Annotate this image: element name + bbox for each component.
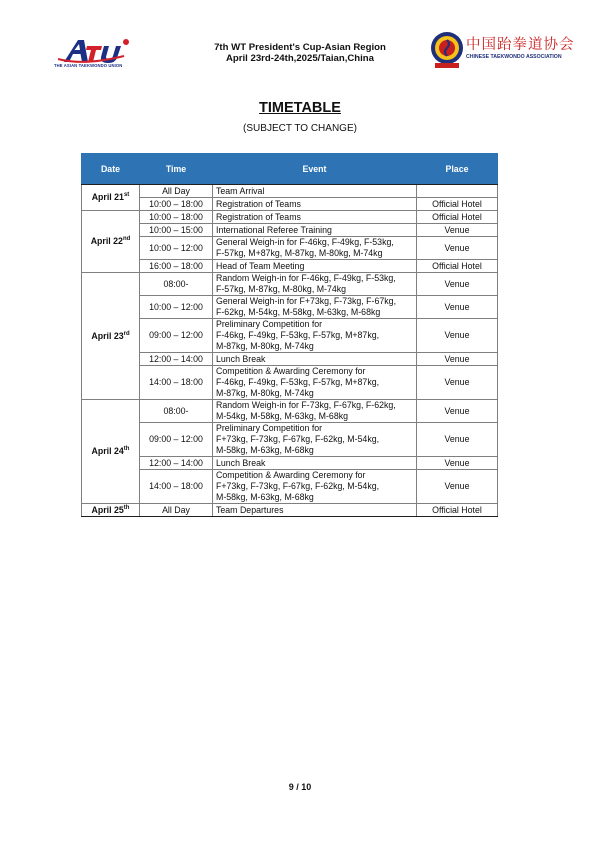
event-cell (213, 185, 417, 198)
event-cell (213, 260, 417, 273)
event-line: Competition & Awarding Ceremony for (216, 470, 366, 480)
place-cell: Venue (417, 296, 498, 319)
event-date-location: April 23rd-24th,2025/Taian,China (225, 53, 375, 64)
time-cell: 10:00 – 12:00 (140, 237, 213, 260)
table-row (82, 224, 498, 237)
cta-logo-cn: 中国跆拳道协会 (466, 37, 575, 53)
cta-logo (430, 30, 575, 72)
event-heading (172, 42, 428, 64)
day-date: April 24 (91, 446, 124, 456)
day-date: April 23 (91, 330, 124, 341)
event-cell (213, 273, 417, 296)
event-line: M-87kg, M-80kg, M-74kg (216, 341, 314, 351)
event-line: Preliminary Competition for (216, 423, 323, 433)
time-cell: 10:00 – 15:00 (140, 224, 213, 237)
table-row (82, 504, 498, 517)
atu-logo-text: THE ASIAN TAEKWONDO UNION (54, 63, 123, 68)
day-date-suffix: rd (123, 330, 130, 337)
time-cell: 16:00 – 18:00 (140, 260, 213, 273)
table-row (82, 273, 498, 296)
table-row (82, 185, 498, 198)
place-cell: Venue (417, 366, 498, 400)
place-cell: Venue (417, 273, 498, 296)
place-cell: Venue (417, 237, 498, 260)
event-line: Lunch Break (216, 353, 266, 364)
table-row (82, 319, 498, 353)
place-cell: Official Hotel (417, 198, 498, 211)
event-line: F-57kg, M+87kg, M-87kg, M-80kg, M-74kg (216, 248, 383, 258)
day-date-cell (82, 273, 140, 400)
time-cell: 14:00 – 18:00 (140, 470, 213, 504)
place-cell: Venue (417, 319, 498, 353)
place-cell: Venue (417, 423, 498, 457)
table-row (82, 260, 498, 273)
time-cell: 12:00 – 14:00 (140, 457, 213, 470)
timetable (81, 153, 498, 517)
table-row (82, 237, 498, 260)
page-number: 9 / 10 (288, 782, 312, 792)
table-row (82, 400, 498, 423)
day-date-suffix: st (123, 192, 130, 199)
day-date-suffix: nd (122, 236, 131, 243)
page-title: TIMETABLE (259, 100, 341, 116)
time-cell: 10:00 – 18:00 (140, 211, 213, 224)
place-cell: Venue (417, 470, 498, 504)
time-cell: 08:00- (140, 273, 213, 296)
event-line: Lunch Break (216, 457, 266, 468)
event-line: Head of Team Meeting (216, 260, 305, 271)
time-cell: 10:00 – 12:00 (140, 296, 213, 319)
event-line: Registration of Teams (216, 211, 301, 222)
event-cell (213, 470, 417, 504)
event-line: International Referee Training (216, 224, 332, 235)
table-row (82, 470, 498, 504)
page-subtitle: (SUBJECT TO CHANGE) (243, 123, 357, 134)
event-line: General Weigh-in for F-46kg, F-49kg, F-53kg, (216, 237, 394, 247)
day-date: April 21 (91, 192, 124, 202)
time-cell: 14:00 – 18:00 (140, 366, 213, 400)
event-line: M-54kg, M-58kg, M-63kg, M-68kg (216, 411, 348, 421)
event-line: Registration of Teams (216, 198, 301, 209)
event-cell (213, 224, 417, 237)
event-line: Random Weigh-in for F-73kg, F-67kg, F-62kg, (216, 400, 396, 410)
day-date-cell (82, 504, 140, 517)
column-header-time: Time (140, 154, 213, 185)
event-line: M-58kg, M-63kg, M-68kg (216, 445, 314, 455)
table-row (82, 353, 498, 366)
event-cell (213, 319, 417, 353)
time-cell: 12:00 – 14:00 (140, 353, 213, 366)
place-cell (417, 185, 498, 198)
cta-logo-en: CHINESE TAEKWONDO ASSOCIATION (466, 54, 562, 60)
table-row (82, 423, 498, 457)
event-line: F-57kg, M-87kg, M-80kg, M-74kg (216, 284, 347, 294)
event-line: F-46kg, F-49kg, F-53kg, F-57kg, M+87kg, (216, 330, 380, 340)
place-cell: Venue (417, 400, 498, 423)
event-line: F-62kg, M-54kg, M-58kg, M-63kg, M-68kg (216, 307, 381, 317)
column-header-place: Place (417, 154, 498, 185)
place-cell: Venue (417, 353, 498, 366)
day-date: April 22 (90, 236, 123, 246)
event-cell (213, 198, 417, 211)
table-row (82, 198, 498, 211)
column-header-date: Date (82, 154, 140, 185)
table-row (82, 211, 498, 224)
table-header-row (82, 154, 498, 185)
day-date-cell (82, 400, 140, 504)
time-cell: 09:00 – 12:00 (140, 319, 213, 353)
event-line: Team Arrival (216, 185, 265, 196)
time-cell: 08:00- (140, 400, 213, 423)
atu-logo-icon (54, 36, 144, 64)
event-line: Competition & Awarding Ceremony for (216, 366, 366, 376)
place-cell: Official Hotel (417, 260, 498, 273)
event-line: Preliminary Competition for (216, 319, 323, 329)
page-header (0, 0, 600, 80)
day-date-cell (82, 185, 140, 211)
day-date-suffix: th (123, 504, 130, 511)
event-cell (213, 366, 417, 400)
cta-emblem-icon (430, 30, 464, 70)
event-line: Random Weigh-in for F-46kg, F-49kg, F-53kg, (216, 273, 396, 283)
event-cell (213, 400, 417, 423)
atu-logo (54, 36, 144, 72)
event-cell (213, 504, 417, 517)
table-row (82, 296, 498, 319)
place-cell: Official Hotel (417, 211, 498, 224)
day-date: April 25 (91, 504, 124, 515)
event-line: Team Departures (216, 504, 284, 515)
event-line: F-46kg, F-49kg, F-53kg, F-57kg, M+87kg, (216, 377, 380, 387)
day-date-cell (82, 211, 140, 273)
place-cell: Venue (417, 457, 498, 470)
table-row (82, 366, 498, 400)
event-cell (213, 237, 417, 260)
event-cell (213, 353, 417, 366)
time-cell: All Day (140, 504, 213, 517)
time-cell: 09:00 – 12:00 (140, 423, 213, 457)
place-cell: Official Hotel (417, 504, 498, 517)
column-header-event: Event (213, 154, 417, 185)
event-line: F+73kg, F-73kg, F-67kg, F-62kg, M-54kg, (216, 481, 380, 491)
event-cell (213, 211, 417, 224)
event-name: 7th WT President's Cup-Asian Region (214, 42, 386, 53)
event-cell (213, 296, 417, 319)
timetable-body (82, 185, 498, 517)
event-cell (213, 457, 417, 470)
place-cell: Venue (417, 224, 498, 237)
time-cell: All Day (140, 185, 213, 198)
time-cell: 10:00 – 18:00 (140, 198, 213, 211)
event-line: General Weigh-in for F+73kg, F-73kg, F-67kg, (216, 296, 397, 306)
event-cell (213, 423, 417, 457)
event-line: M-58kg, M-63kg, M-68kg (216, 492, 314, 502)
event-line: F+73kg, F-73kg, F-67kg, F-62kg, M-54kg, (216, 434, 380, 444)
table-row (82, 457, 498, 470)
day-date-suffix: th (123, 446, 130, 453)
event-line: M-87kg, M-80kg, M-74kg (216, 388, 314, 398)
